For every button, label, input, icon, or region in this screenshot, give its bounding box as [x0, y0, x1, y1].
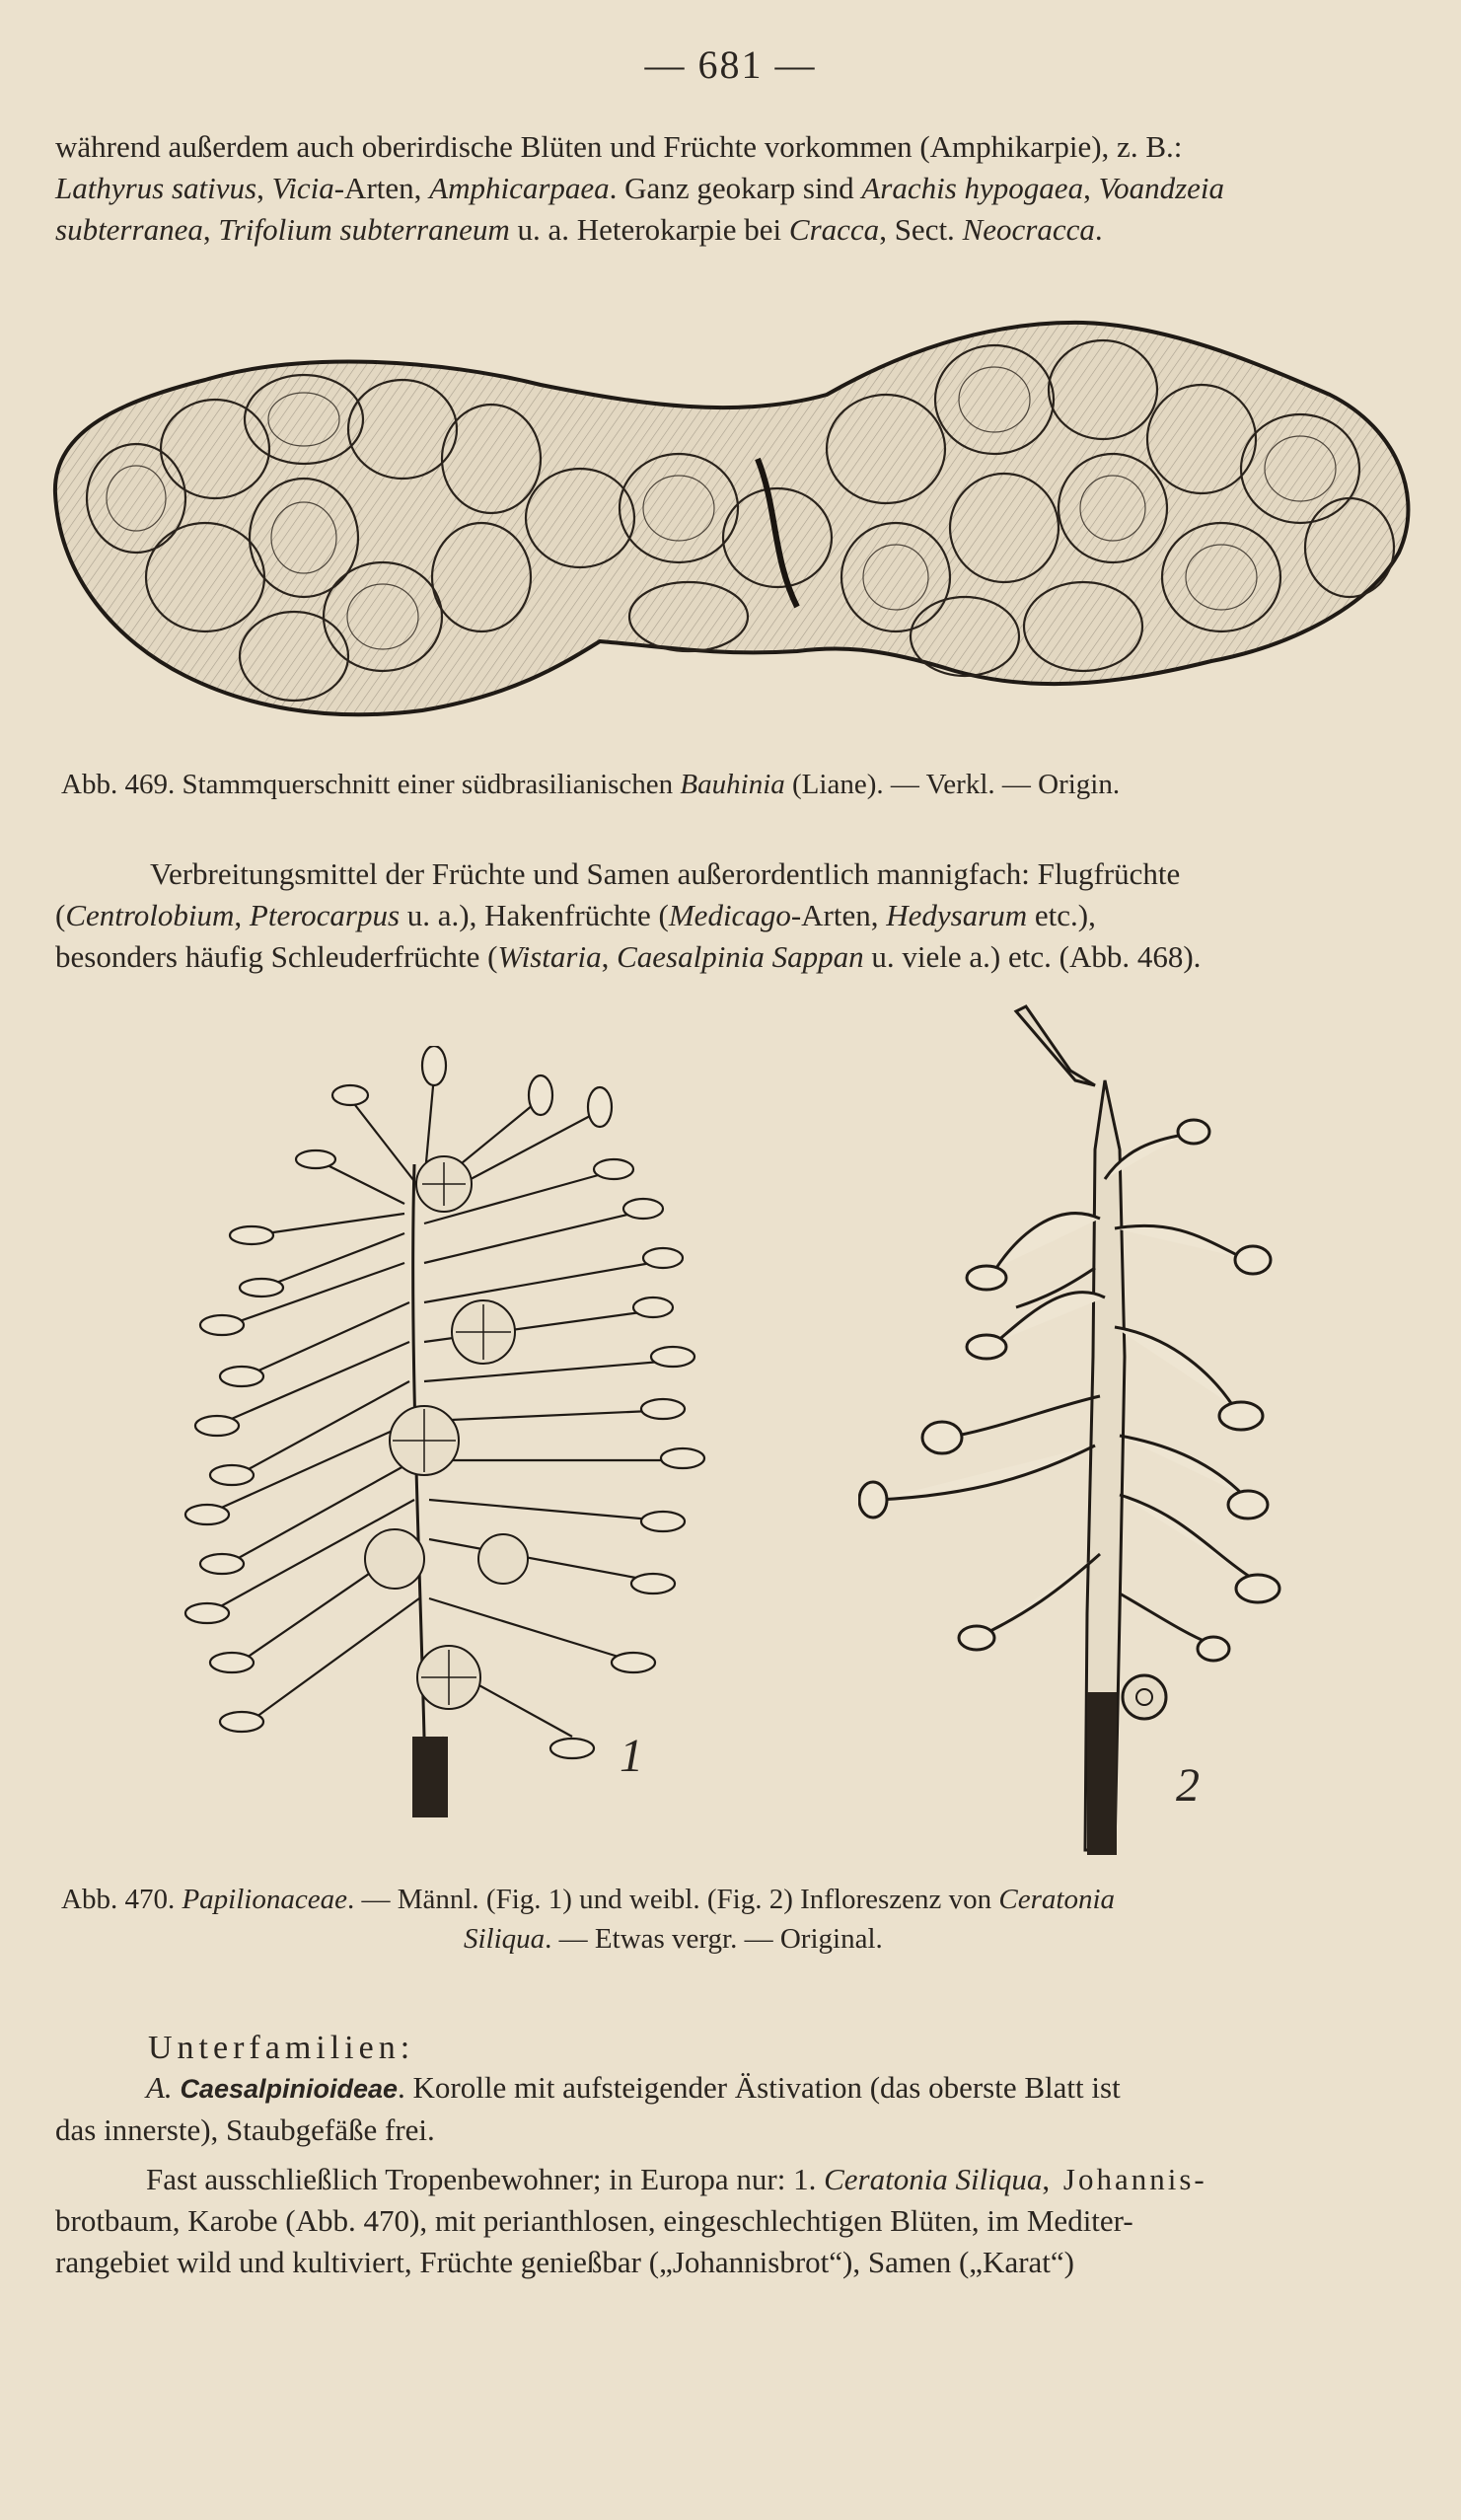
dispersal-line-1: Verbreitungsmittel der Früchte und Samen außerordentlich mannigfach: Flugfrüchte: [150, 856, 1181, 891]
taxon: Caesalpinia Sappan: [617, 939, 864, 974]
text: ,: [256, 171, 272, 205]
text: .: [1094, 212, 1103, 247]
taxon: Hedysarum: [886, 898, 1028, 932]
text: u. a. Heterokarpie bei: [509, 212, 789, 247]
ceratonia-paragraph: [55, 2159, 1409, 2283]
text: ,: [202, 212, 219, 247]
taxon: Amphicarpaea: [429, 171, 610, 205]
subfamily-a-line-1: [55, 2067, 1409, 2110]
text: ,: [601, 939, 618, 974]
figure-470-male-inflorescence: [178, 1046, 730, 1825]
text: . Ganz geokarp sind: [609, 171, 862, 205]
subfamily-name: Caesalpinioideae: [180, 2074, 399, 2104]
taxon: Neocracca: [962, 212, 1095, 247]
taxon: Medicago: [668, 898, 791, 932]
ceratonia-line-3: rangebiet wild und kultiviert, Früchte genießbar („Johannisbrot“), Samen („Karat“): [55, 2245, 1074, 2279]
label: A.: [146, 2070, 173, 2105]
text: u. viele a.) etc. (Abb. 468).: [863, 939, 1202, 974]
page-number: — 681 —: [644, 42, 817, 87]
taxon: Trifolium subterraneum: [218, 212, 510, 247]
dispersal-line-2: [55, 895, 1409, 936]
caption-text: . — Etwas vergr. — Original.: [545, 1923, 883, 1955]
text: ,: [1083, 171, 1099, 205]
intro-line-2: [55, 168, 1409, 209]
dispersal-paragraph: [55, 853, 1409, 978]
caption-text: (Liane). — Verkl. — Origin.: [784, 769, 1121, 800]
subfamily-a-paragraph: [55, 2067, 1409, 2151]
text: ,: [234, 898, 250, 932]
taxon: Pterocarpus: [249, 898, 401, 932]
taxon: Wistaria: [497, 939, 602, 974]
caption-line-2: [61, 1919, 1413, 1959]
text: (: [55, 898, 66, 932]
caption-text: Abb. 470.: [61, 1884, 183, 1915]
taxon: Siliqua: [464, 1923, 546, 1955]
text: besonders häufig Schleuderfrüchte (: [55, 939, 498, 974]
figure-469-caption: [61, 765, 1120, 804]
subfamilies-heading: [55, 2028, 1409, 2069]
figure-469-stem-cross-section: [47, 311, 1419, 725]
text: , Sect.: [879, 212, 963, 247]
dispersal-line-3: [55, 936, 1409, 978]
text: -Arten,: [333, 171, 430, 205]
figure-470-caption: [61, 1880, 1413, 1959]
figure-470-female-inflorescence: [858, 1001, 1312, 1865]
taxon: Centrolobium: [65, 898, 235, 932]
text: , Johannis-: [1042, 2162, 1207, 2196]
intro-line-1: während außerdem auch oberirdische Blüten und Früchte vorkommen (Amphikarpie), z. B.:: [55, 129, 1183, 164]
text: etc.),: [1027, 898, 1096, 932]
taxon: subterranea: [55, 212, 203, 247]
figure-470-label-2: 2: [1176, 1759, 1200, 1812]
subfamily-a-line-2: das innerste), Staubgefäße frei.: [55, 2112, 435, 2147]
ceratonia-line-1: [55, 2159, 1409, 2200]
intro-line-3: [55, 209, 1409, 251]
heading-text: Unterfamilien:: [148, 2030, 415, 2066]
taxon: Lathyrus sativus: [55, 171, 257, 205]
text: Fast ausschließlich Tropenbewohner; in Europa nur: 1.: [146, 2162, 825, 2196]
caption-text: . — Männl. (Fig. 1) und weibl. (Fig. 2) Infloreszenz von: [346, 1884, 999, 1915]
caption-text: Abb. 469. Stammquerschnitt einer südbrasilianischen: [61, 769, 681, 800]
text: -Arten,: [790, 898, 887, 932]
taxon: Bauhinia: [680, 769, 785, 800]
text: . Korolle mit aufsteigender Ästivation (das oberste Blatt ist: [398, 2070, 1121, 2105]
taxon: Papilionaceae: [182, 1884, 347, 1915]
caption-line-1: [61, 1880, 1413, 1919]
taxon: Vicia: [271, 171, 334, 205]
taxon: Arachis hypogaea: [861, 171, 1084, 205]
ceratonia-line-2: brotbaum, Karobe (Abb. 470), mit perianthlosen, eingeschlechtigen Blüten, im Mediter-: [55, 2203, 1133, 2238]
text: u. a.), Hakenfrüchte (: [400, 898, 669, 932]
taxon: Ceratonia: [998, 1884, 1116, 1915]
figure-470-label-1: 1: [620, 1730, 643, 1782]
intro-paragraph: [55, 126, 1409, 251]
taxon: Voandzeia: [1098, 171, 1225, 205]
taxon: Cracca: [788, 212, 880, 247]
taxon: Ceratonia Siliqua: [824, 2162, 1043, 2196]
